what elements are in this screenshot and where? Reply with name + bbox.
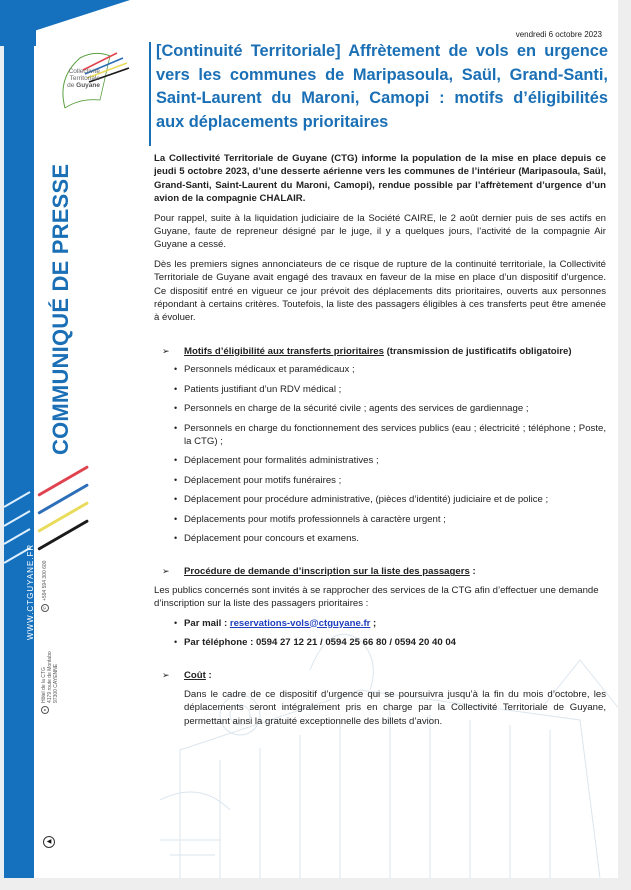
phone-label: Par téléphone : — [184, 636, 256, 648]
list-item-text: Déplacement pour procédure administrative, (pièces d’identité) judiciaire et de police ; — [184, 494, 549, 506]
phone-numbers: 0594 27 12 21 / 0594 25 66 80 / 0594 20 40 04 — [255, 636, 457, 648]
contact-mail — [154, 617, 606, 630]
eligibility-list — [154, 363, 606, 545]
list-item-text: Déplacements pour motifs professionnels à caractère urgent ; — [184, 513, 446, 525]
address-line: 97300 CAYENNE — [53, 663, 59, 703]
contact-mail-text — [184, 617, 606, 630]
list-item-text: Personnels médicaux et paramédicaux ; — [184, 364, 355, 376]
logo-line: de — [67, 82, 75, 89]
mail-suffix: ; — [370, 617, 377, 629]
bullet-icon: • — [174, 494, 178, 505]
press-body — [154, 152, 606, 734]
website-text: WWW.CTGUYANE.FR — [26, 543, 35, 640]
bullet-icon: • — [174, 455, 178, 466]
list-item — [154, 474, 606, 487]
address-line: 4179 route de Montabo — [47, 651, 53, 703]
section-eligibility-heading — [154, 345, 606, 358]
blue-sidebar-band — [4, 0, 34, 878]
bullet-icon: • — [174, 383, 178, 394]
heading-rest: : — [469, 566, 476, 578]
list-item-text: Déplacement pour formalités administratives ; — [184, 455, 379, 467]
cost-paragraph: Dans le cadre de ce dispositif d’urgence qui se poursuivra jusqu’à la fin du mois d’octobre, les déplacements seront intégralement pris en charge par la Collectivité Territoriale de Guyane, permettant ainsi la gratuité exceptionnelle des billets d’avion. — [184, 688, 606, 727]
logo-line: Territoriale — [69, 75, 100, 82]
ctg-logo — [55, 48, 135, 110]
procedure-intro: Les publics concernés sont invités à se rapprocher des services de la CTG afin d’effectuer une demande d’inscription sur la liste des passagers prioritaires : — [154, 584, 599, 610]
contact-phone — [154, 636, 606, 649]
section-heading-text — [184, 565, 606, 578]
list-item — [154, 532, 606, 545]
list-item — [154, 363, 606, 376]
bullet-icon: • — [174, 532, 178, 543]
mail-label: Par mail : — [184, 617, 230, 629]
arrow-bullet-icon: ➢ — [162, 670, 170, 681]
list-item — [154, 454, 606, 467]
list-item-text: Patients justifiant d’un RDV médical ; — [184, 383, 342, 395]
contact-list — [154, 617, 606, 650]
bullet-icon: • — [174, 513, 178, 524]
heading-underlined: Coût — [184, 670, 206, 682]
list-item — [154, 383, 606, 396]
section-heading-text — [184, 669, 606, 682]
bullet-icon: • — [174, 636, 178, 647]
section-cost-heading — [154, 669, 606, 682]
heading-underlined: Motifs d’éligibilité aux transferts prioritaires — [184, 345, 384, 357]
list-item — [154, 422, 606, 449]
heading-rest: (transmission de justificatifs obligatoire) — [383, 345, 572, 357]
press-title: [Continuité Territoriale] Affrètement de vols en urgence vers les communes de Maripasoula, Saül, Grand-Santi, Saint-Laurent du Maroni, Camopi : motifs d’éligibilités aux déplacements prioritaires — [156, 42, 608, 131]
contact-phone-text — [184, 636, 606, 649]
paragraph: Dès les premiers signes annonciateurs de ce risque de rupture de la continuité territoriale, la Collectivité Territoriale de Guyane avait engagé des travaux en faveur de la mise en place d’un dispositif d’urgence. Ce dispositif entré en vigueur ce jour prévoit des déplacements dits prioritaires, ouverts aux personnes répondant à certains critères. Toutefois, la liste des passagers éligibles à ces transferts peut être amenée à évoluer. — [154, 258, 606, 324]
speaker-icon: ◀ — [43, 836, 55, 848]
bullet-icon: • — [174, 364, 178, 375]
lead-paragraph: La Collectivité Territoriale de Guyane (CTG) informe la population de la mise en place depuis ce jeudi 5 octobre 2023, d’une desserte aérienne vers les communes de l’intérieur (Maripasoula, Saül, Grand-Santi, Saint-Laurent du Maroni, Camopi), rendue possible par l’affrètement d’urgence d’un avion de la compagnie CHALAIR. — [154, 153, 606, 205]
list-item-text: Déplacement pour concours et examens. — [184, 532, 359, 544]
sidebar-phone — [41, 561, 49, 612]
heading-rest: : — [205, 670, 212, 682]
black-stripe — [37, 519, 89, 551]
title-accent-bar — [149, 42, 151, 146]
email-link[interactable]: reservations-vols@ctguyane.fr — [229, 617, 371, 629]
bullet-icon: • — [174, 617, 178, 628]
publication-date: vendredi 6 octobre 2023 — [515, 30, 602, 39]
sidebar-address — [41, 651, 59, 714]
arrow-bullet-icon: ➢ — [162, 566, 170, 577]
communique-title: COMMUNIQUÉ DE PRESSE — [48, 163, 73, 455]
list-item-text: Personnels en charge du fonctionnement des services publics (eau ; électricité ; téléphone ; Poste, la CTG) ; — [184, 422, 606, 447]
bullet-icon: • — [174, 403, 178, 414]
logo-line: Collectivité — [68, 68, 100, 75]
list-item — [154, 493, 606, 506]
logo-line-bold: Guyane — [76, 82, 100, 89]
arrow-bullet-icon: ➢ — [162, 345, 170, 356]
location-pin-icon: ● — [41, 706, 49, 714]
yellow-stripe — [37, 501, 89, 533]
list-item — [154, 402, 606, 415]
list-item — [154, 513, 606, 526]
blue-top-band — [0, 0, 130, 42]
bullet-icon: • — [174, 422, 178, 433]
sidebar-phone-number: +594 594 300 600 — [42, 560, 48, 601]
address-line: Hôtel de la CTG — [41, 667, 47, 703]
blue-stripe — [37, 483, 89, 515]
logo-text — [60, 68, 100, 89]
section-procedure-heading — [154, 565, 606, 578]
red-stripe — [37, 465, 89, 497]
paragraph: Pour rappel, suite à la liquidation judiciaire de la Société CAIRE, le 2 août dernier puis de ses actifs en Guyane, faute de repreneur désigné par le juge, il y a quelques jours, l’activité de la compagnie Air Guyane a cessé. — [154, 212, 606, 251]
list-item-text: Déplacement pour motifs funéraires ; — [184, 474, 342, 486]
heading-underlined: Procédure de demande d’inscription sur la liste des passagers — [184, 566, 470, 578]
phone-icon: ✆ — [41, 604, 49, 612]
bullet-icon: • — [174, 474, 178, 485]
list-item-text: Personnels en charge de la sécurité civile ; agents des services de gardiennage ; — [184, 403, 529, 415]
section-heading-text — [184, 345, 606, 358]
